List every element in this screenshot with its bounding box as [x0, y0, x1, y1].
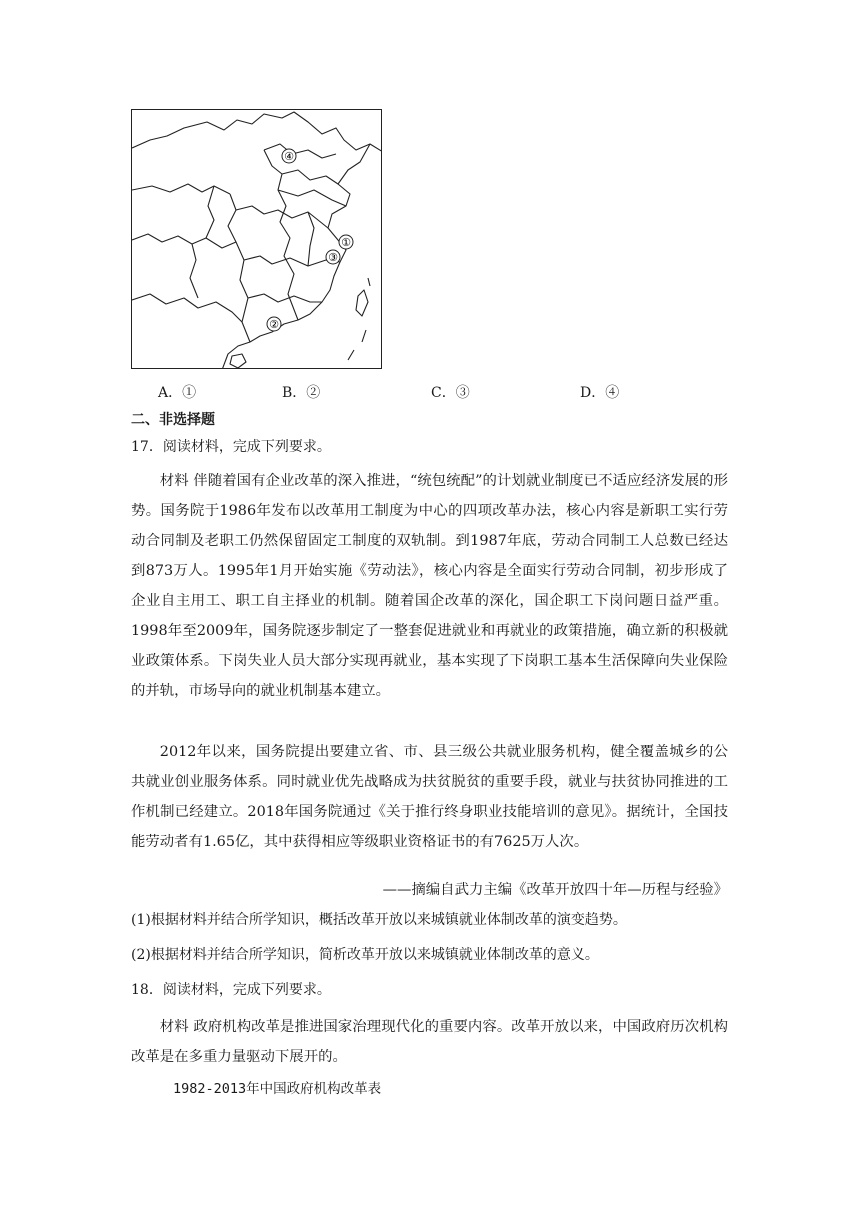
svg-text:②: ②: [269, 318, 279, 331]
option-b-letter: B．: [282, 385, 307, 401]
q17-subquestion-1: (1)根据材料并结合所学知识，概括改革开放以来城镇就业体制改革的演变趋势。: [131, 912, 627, 928]
q17-subquestion-2: (2)根据材料并结合所学知识，简析改革开放以来城镇就业体制改革的意义。: [131, 947, 599, 963]
option-d[interactable]: [580, 382, 619, 402]
map-marker-3: [326, 250, 340, 264]
china-map-outline: [132, 110, 382, 369]
option-b-mark: ②: [306, 385, 321, 401]
svg-text:①: ①: [341, 236, 351, 249]
map-marker-1: [339, 235, 353, 249]
option-d-letter: D．: [580, 385, 606, 401]
option-c-mark: ③: [455, 385, 470, 401]
q17-prompt: 17．阅读材料，完成下列要求。: [131, 439, 331, 455]
q17-material-paragraph-2: 2012年以来，国务院提出要建立省、市、县三级公共就业服务机构，健全覆盖城乡的公共就业创业服务体系。同时就业优先战略成为扶贫脱贫的重要手段，就业与扶贫协同推进的工作机制已经建立。2018年国务院通过《关于推行终身职业技能培训的意见》。据统计，全国技能劳动者有1.65亿，其中获得相应等级职业资格证书的有7625万人次。: [131, 744, 728, 850]
q18-table-title: 1982-2013年中国政府机构改革表: [173, 1081, 382, 1097]
svg-text:④: ④: [284, 150, 294, 163]
q17-material-paragraph-1: 材料 伴随着国有企业改革的深入推进，“统包统配”的计划就业制度已不适应经济发展的形势。国务院于1986年发布以改革用工制度为中心的四项改革办法，核心内容是新职工实行劳动合同制及老职工仍然保留固定工制度的双轨制。到1987年底，劳动合同制工人总数已经达到873万人。1995年1月开始实施《劳动法》，核心内容是全面实行劳动合同制，初步形成了企业自主用工、职工自主择业的机制。随着国企改革的深化，国企职工下岗问题日益严重。1998年至2009年，国务院逐步制定了一整套促进就业和再就业的政策措施，确立新的积极就业政策体系。下岗失业人员大部分实现再就业，基本实现了下岗职工基本生活保障向失业保险的并轨，市场导向的就业机制基本建立。: [131, 473, 728, 699]
map-marker-4: [282, 149, 296, 163]
option-a[interactable]: [158, 382, 196, 402]
option-c[interactable]: [431, 382, 470, 402]
option-a-mark: ①: [182, 385, 197, 401]
section-title: 二、非选择题: [131, 412, 215, 428]
option-a-letter: A．: [158, 385, 183, 401]
q18-prompt: 18．阅读材料，完成下列要求。: [131, 982, 331, 998]
option-c-letter: C．: [431, 385, 456, 401]
answer-options: [0, 382, 860, 402]
q18-material-paragraph: 材料 政府机构改革是推进国家治理现代化的重要内容。改革开放以来，中国政府历次机构改革是在多重力量驱动下展开的。: [131, 1019, 728, 1065]
map-marker-2: [267, 317, 281, 331]
china-map-figure: [131, 109, 382, 369]
q17-source-citation: ——摘编自武力主编《改革开放四十年—历程与经验》: [382, 882, 728, 898]
option-d-mark: ④: [605, 385, 620, 401]
option-b[interactable]: [282, 382, 320, 402]
svg-text:③: ③: [328, 251, 338, 264]
